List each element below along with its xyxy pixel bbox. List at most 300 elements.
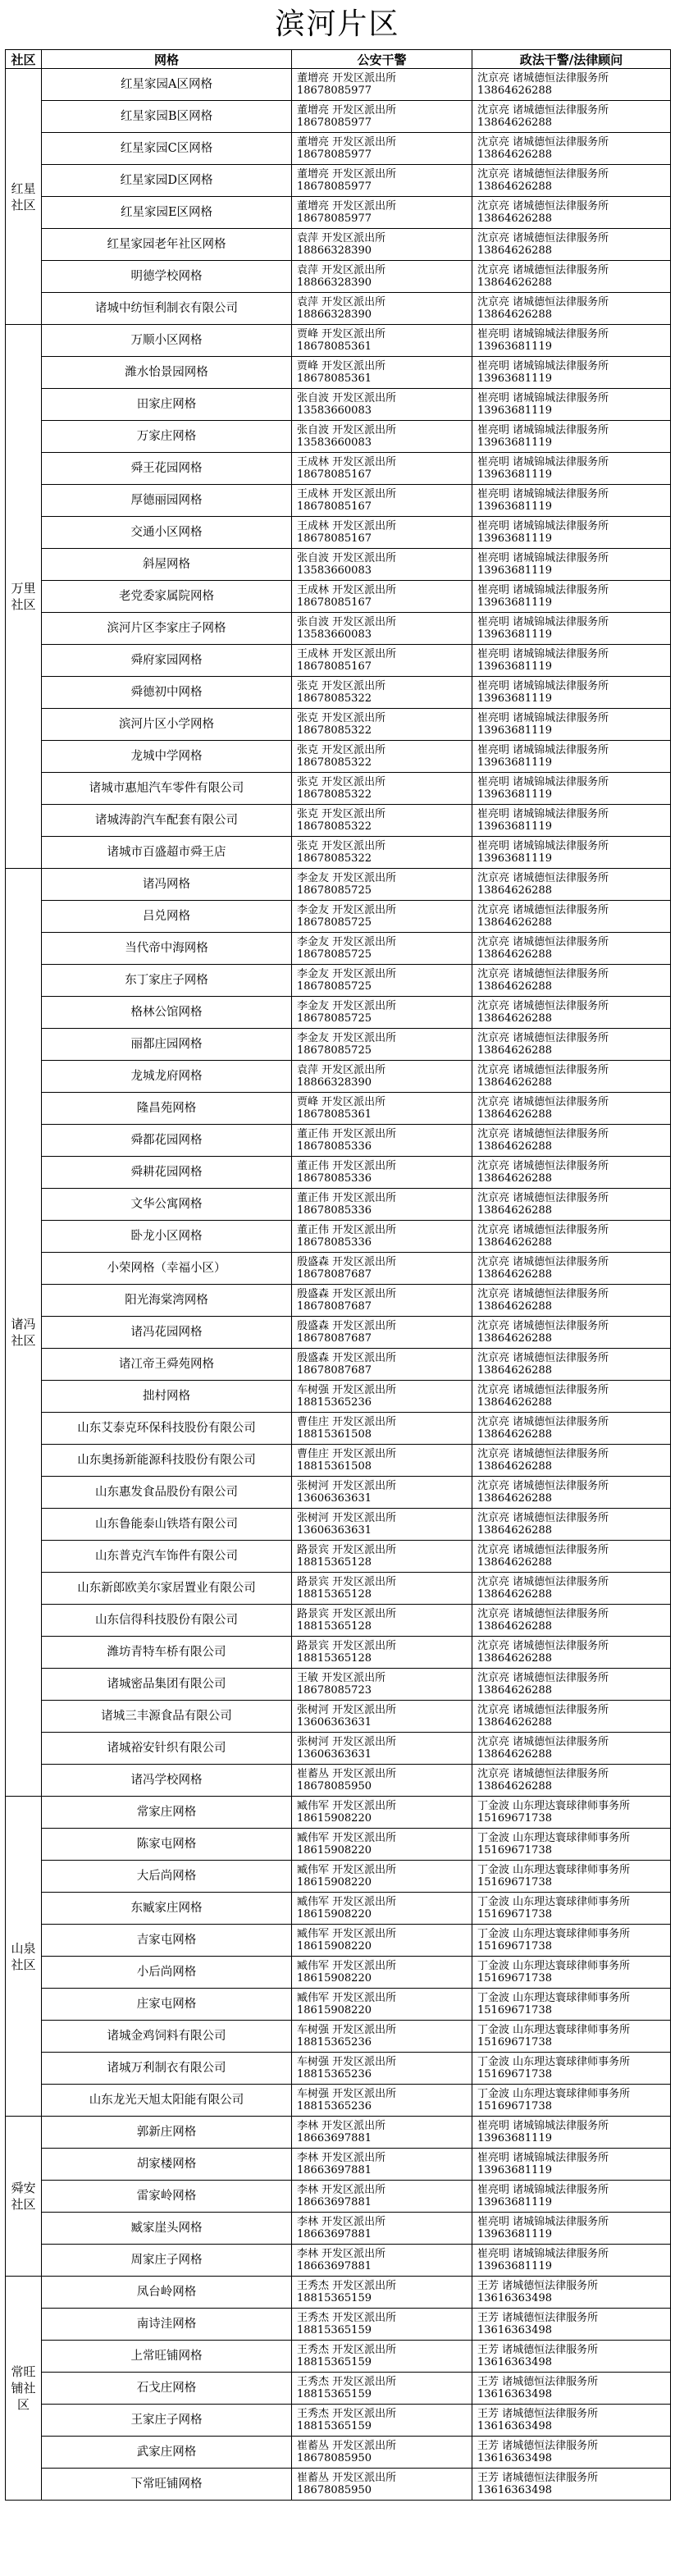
- police-line: [297, 1992, 472, 2004]
- legal-phone: 15169671738: [477, 2068, 552, 2080]
- legal-unit: 诸城德恒法律服务所: [513, 1576, 609, 1588]
- legal-name: 王芳: [477, 2280, 499, 2292]
- legal-cell: [472, 741, 671, 773]
- legal-cell: [472, 1157, 671, 1189]
- grid-cell: 吉家屯网格: [42, 1925, 292, 1957]
- police-unit: 开发区派出所: [332, 1544, 397, 1556]
- legal-name: 崔亮明: [477, 2248, 510, 2260]
- table-row: [6, 1253, 671, 1285]
- police-cell: [292, 2405, 472, 2437]
- police-phone: 18678085950: [297, 2452, 372, 2464]
- police-line: [297, 1096, 472, 1108]
- table-row: [6, 2149, 671, 2181]
- grid-cell: 诸城市惠旭汽车零件有限公司: [42, 773, 292, 805]
- police-name: 臧伟军: [297, 1896, 330, 1908]
- legal-cell: [472, 453, 671, 485]
- legal-unit: 诸城德恒法律服务所: [513, 1544, 609, 1556]
- police-name: 袁萍: [297, 296, 319, 308]
- police-name: 张树河: [297, 1512, 330, 1524]
- police-cell: [292, 997, 472, 1029]
- legal-cell: [472, 197, 671, 229]
- legal-phone: 13963681119: [477, 404, 552, 417]
- police-phone: 18678085361: [297, 1108, 372, 1121]
- table-row: [6, 1733, 671, 1765]
- legal-phone: 13963681119: [477, 628, 552, 641]
- police-phone: 18815365159: [297, 2356, 372, 2368]
- legal-cell: [472, 1093, 671, 1125]
- police-line: [297, 1448, 472, 1460]
- legal-phone: 13963681119: [477, 692, 552, 705]
- police-unit: 开发区派出所: [332, 1192, 397, 1204]
- legal-line: [477, 1800, 670, 1812]
- police-unit: 开发区派出所: [332, 1992, 397, 2004]
- police-name: 张自波: [297, 392, 330, 404]
- legal-unit: 诸城德恒法律服务所: [513, 1032, 609, 1044]
- police-name: 臧伟军: [297, 1800, 330, 1812]
- legal-name: 崔亮明: [477, 488, 510, 500]
- table-row: [6, 485, 671, 517]
- legal-name: 沈京亮: [477, 104, 510, 116]
- table-row: [6, 1509, 671, 1541]
- legal-cell: [472, 933, 671, 965]
- police-cell: [292, 1701, 472, 1733]
- legal-line: [477, 616, 670, 628]
- legal-unit: 诸城德恒法律服务所: [513, 264, 609, 276]
- police-name: 车树强: [297, 2024, 330, 2036]
- legal-phone: 13963681119: [477, 820, 552, 833]
- legal-unit: 诸城锦城法律服务所: [513, 520, 609, 532]
- legal-name: 沈京亮: [477, 1736, 510, 1748]
- legal-cell: [472, 1829, 671, 1861]
- table-row: [6, 1605, 671, 1637]
- police-line: [297, 1160, 472, 1172]
- legal-unit: 诸城德恒法律服务所: [513, 1256, 609, 1268]
- grid-cell: 潍坊青特车桥有限公司: [42, 1637, 292, 1669]
- police-cell: [292, 965, 472, 997]
- legal-name: 崔亮明: [477, 2184, 510, 2196]
- police-unit: 开发区派出所: [322, 808, 386, 820]
- police-line: [297, 1864, 472, 1876]
- police-cell: [292, 2245, 472, 2277]
- legal-phone: 13963681119: [477, 468, 552, 481]
- police-cell: [292, 645, 472, 677]
- table-row: [6, 2085, 671, 2117]
- police-cell: [292, 261, 472, 293]
- legal-cell: [472, 1701, 671, 1733]
- police-name: 袁萍: [297, 232, 319, 244]
- police-unit: 开发区派出所: [332, 904, 397, 916]
- police-cell: [292, 1861, 472, 1893]
- table-row: [6, 2309, 671, 2341]
- police-unit: 开发区派出所: [332, 1704, 397, 1716]
- legal-name: 崔亮明: [477, 680, 510, 692]
- police-unit: 开发区派出所: [322, 744, 386, 756]
- legal-phone: 13963681119: [477, 564, 552, 577]
- police-cell: [292, 1413, 472, 1445]
- legal-line: [477, 1832, 670, 1844]
- police-line: [297, 2248, 472, 2260]
- police-name: 车树强: [297, 1384, 330, 1396]
- police-unit: 开发区派出所: [332, 1448, 397, 1460]
- police-line: [297, 168, 472, 180]
- legal-line: [477, 1480, 670, 1492]
- legal-line: [477, 680, 670, 692]
- legal-phone: 13963681119: [477, 532, 552, 545]
- grid-cell: 当代帝中海网格: [42, 933, 292, 965]
- legal-phone: 13864626288: [477, 1268, 552, 1281]
- legal-cell: [472, 1861, 671, 1893]
- police-cell: [292, 2309, 472, 2341]
- police-phone: 18815365236: [297, 2100, 372, 2112]
- police-phone: 13583660083: [297, 404, 372, 417]
- legal-cell: [472, 165, 671, 197]
- police-line: [297, 520, 472, 532]
- legal-line: [477, 2216, 670, 2228]
- police-line: [297, 1768, 472, 1780]
- police-unit: 开发区派出所: [322, 264, 386, 276]
- legal-cell: [472, 581, 671, 613]
- legal-phone: 13616363498: [477, 2452, 552, 2464]
- grid-cell: 明德学校网格: [42, 261, 292, 293]
- legal-unit: 诸城锦城法律服务所: [513, 2184, 609, 2196]
- legal-phone: 13963681119: [477, 724, 552, 737]
- legal-unit: 诸城德恒法律服务所: [513, 968, 609, 980]
- legal-line: [477, 2472, 670, 2484]
- grid-cell: 王家庄子网格: [42, 2405, 292, 2437]
- police-cell: [292, 1221, 472, 1253]
- legal-name: 沈京亮: [477, 264, 510, 276]
- legal-cell: [472, 549, 671, 581]
- police-unit: 开发区派出所: [322, 296, 386, 308]
- legal-phone: 15169671738: [477, 1844, 552, 1857]
- police-unit: 开发区派出所: [322, 360, 386, 372]
- police-name: 臧伟军: [297, 1992, 330, 2004]
- police-cell: [292, 2085, 472, 2117]
- legal-cell: [472, 677, 671, 709]
- legal-cell: [472, 1221, 671, 1253]
- legal-name: 沈京亮: [477, 1288, 510, 1300]
- legal-name: 沈京亮: [477, 1320, 510, 1332]
- police-unit: 开发区派出所: [332, 1288, 397, 1300]
- police-line: [297, 904, 472, 916]
- legal-unit: 山东理达寰球律师事务所: [513, 1928, 631, 1940]
- grid-cell: 诸冯花园网格: [42, 1317, 292, 1349]
- legal-cell: [472, 645, 671, 677]
- police-cell: [292, 101, 472, 133]
- table-row: [6, 2053, 671, 2085]
- police-phone: 18678085723: [297, 1684, 372, 1697]
- table-row: [6, 2469, 671, 2501]
- police-cell: [292, 1637, 472, 1669]
- police-name: 王成林: [297, 648, 330, 660]
- table-row: [6, 901, 671, 933]
- police-line: [297, 488, 472, 500]
- table-row: [6, 293, 671, 325]
- legal-phone: 13864626288: [477, 1300, 552, 1313]
- legal-line: [477, 584, 670, 596]
- table-row: [6, 1093, 671, 1125]
- table-row: [6, 1573, 671, 1605]
- page-title: 滨河片区: [275, 7, 400, 41]
- police-name: 王成林: [297, 584, 330, 596]
- legal-line: [477, 1000, 670, 1012]
- police-cell: [292, 2341, 472, 2373]
- legal-phone: 13864626288: [477, 1364, 552, 1377]
- grid-cell: 小荣网格（幸福小区）: [42, 1253, 292, 1285]
- grid-cell: 周家庄子网格: [42, 2245, 292, 2277]
- table-row: [6, 677, 671, 709]
- table-row: [6, 709, 671, 741]
- table-row: [6, 1381, 671, 1413]
- legal-line: [477, 1096, 670, 1108]
- police-name: 臧伟军: [297, 1960, 330, 1972]
- police-phone: 18678085167: [297, 468, 372, 481]
- police-line: [297, 1384, 472, 1396]
- legal-unit: 诸城锦城法律服务所: [513, 2120, 609, 2132]
- legal-name: 丁金波: [477, 1832, 510, 1844]
- legal-unit: 诸城德恒法律服务所: [513, 1512, 609, 1524]
- police-name: 张克: [297, 840, 319, 852]
- legal-line: [477, 552, 670, 564]
- police-unit: 开发区派出所: [322, 712, 386, 724]
- police-line: [297, 136, 472, 148]
- police-cell: [292, 1765, 472, 1797]
- police-name: 车树强: [297, 2088, 330, 2100]
- grid-cell: 滨河片区小学网格: [42, 709, 292, 741]
- police-phone: 18663697881: [297, 2132, 372, 2144]
- legal-name: 沈京亮: [477, 872, 510, 884]
- grid-cell: 石戈庄网格: [42, 2373, 292, 2405]
- police-name: 张树河: [297, 1480, 330, 1492]
- police-unit: 开发区派出所: [332, 392, 397, 404]
- table-row: [6, 101, 671, 133]
- grid-cell: 舜耕花园网格: [42, 1157, 292, 1189]
- police-phone: 18678085950: [297, 1780, 372, 1793]
- legal-line: [477, 1064, 670, 1076]
- table-row: [6, 1541, 671, 1573]
- legal-name: 沈京亮: [477, 1704, 510, 1716]
- legal-line: [477, 1896, 670, 1908]
- legal-phone: 13864626288: [477, 1652, 552, 1665]
- legal-phone: 15169671738: [477, 1908, 552, 1921]
- police-name: 董正伟: [297, 1224, 330, 1236]
- legal-line: [477, 136, 670, 148]
- police-cell: [292, 1189, 472, 1221]
- police-unit: 开发区派出所: [332, 1928, 397, 1940]
- grid-cell: 红星家园D区网格: [42, 165, 292, 197]
- legal-name: 崔亮明: [477, 360, 510, 372]
- legal-unit: 诸城德恒法律服务所: [513, 136, 609, 148]
- legal-unit: 山东理达寰球律师事务所: [513, 1864, 631, 1876]
- grid-cell: 诸城三丰源食品有限公司: [42, 1701, 292, 1733]
- police-phone: 18678087687: [297, 1300, 372, 1313]
- police-cell: [292, 1349, 472, 1381]
- table-row: [6, 389, 671, 421]
- legal-phone: 13963681119: [477, 2132, 552, 2144]
- police-line: [297, 1480, 472, 1492]
- police-cell: [292, 1893, 472, 1925]
- legal-unit: 山东理达寰球律师事务所: [513, 1896, 631, 1908]
- police-unit: 开发区派出所: [332, 1608, 397, 1620]
- legal-unit: 山东理达寰球律师事务所: [513, 1800, 631, 1812]
- legal-cell: [472, 2469, 671, 2501]
- legal-unit: 诸城德恒法律服务所: [502, 2376, 599, 2388]
- legal-unit: 诸城德恒法律服务所: [513, 1736, 609, 1748]
- legal-line: [477, 1192, 670, 1204]
- legal-phone: 15169671738: [477, 2036, 552, 2048]
- grid-cell: 交通小区网格: [42, 517, 292, 549]
- table-row: [6, 1637, 671, 1669]
- table-row: [6, 261, 671, 293]
- police-name: 张克: [297, 808, 319, 820]
- legal-cell: [472, 357, 671, 389]
- legal-name: 沈京亮: [477, 1512, 510, 1524]
- police-unit: 开发区派出所: [332, 168, 397, 180]
- police-unit: 开发区派出所: [332, 552, 397, 564]
- police-unit: 开发区派出所: [332, 2408, 397, 2420]
- legal-name: 沈京亮: [477, 936, 510, 948]
- legal-unit: 诸城德恒法律服务所: [513, 1608, 609, 1620]
- legal-name: 崔亮明: [477, 2120, 510, 2132]
- legal-name: 崔亮明: [477, 456, 510, 468]
- legal-phone: 13864626288: [477, 1524, 552, 1537]
- legal-line: [477, 1416, 670, 1428]
- police-phone: 13606363631: [297, 1492, 372, 1505]
- police-cell: [292, 421, 472, 453]
- police-name: 王成林: [297, 520, 330, 532]
- legal-line: [477, 2440, 670, 2452]
- table-row: [6, 1957, 671, 1989]
- legal-name: 王芳: [477, 2472, 499, 2484]
- police-phone: 18815365128: [297, 1556, 372, 1569]
- police-unit: 开发区派出所: [332, 2376, 397, 2388]
- police-line: [297, 936, 472, 948]
- table-row: [6, 1061, 671, 1093]
- police-line: [297, 360, 472, 372]
- police-line: [297, 872, 472, 884]
- police-phone: 18866328390: [297, 308, 372, 321]
- legal-phone: 13963681119: [477, 340, 552, 353]
- legal-unit: 诸城德恒法律服务所: [502, 2344, 599, 2356]
- legal-line: [477, 776, 670, 788]
- table-row: [6, 2245, 671, 2277]
- police-name: 张树河: [297, 1704, 330, 1716]
- legal-unit: 诸城德恒法律服务所: [513, 1704, 609, 1716]
- legal-name: 沈京亮: [477, 72, 510, 84]
- legal-line: [477, 648, 670, 660]
- police-phone: 18615908220: [297, 2004, 372, 2016]
- grid-cell: 武家庄网格: [42, 2437, 292, 2469]
- legal-phone: 13864626288: [477, 1428, 552, 1441]
- legal-phone: 15169671738: [477, 1940, 552, 1953]
- police-phone: 18678085361: [297, 340, 372, 353]
- police-phone: 18678085336: [297, 1172, 372, 1185]
- police-phone: 18678085977: [297, 148, 372, 161]
- police-unit: 开发区派出所: [332, 456, 397, 468]
- police-phone: 13606363631: [297, 1748, 372, 1761]
- police-phone: 18678085167: [297, 500, 372, 513]
- legal-line: [477, 2408, 670, 2420]
- grid-cell: 诸城涛韵汽车配套有限公司: [42, 805, 292, 837]
- legal-line: [477, 200, 670, 212]
- police-unit: 开发区派出所: [322, 1064, 386, 1076]
- legal-unit: 诸城德恒法律服务所: [513, 296, 609, 308]
- police-line: [297, 2280, 472, 2292]
- police-name: 车树强: [297, 2056, 330, 2068]
- police-unit: 开发区派出所: [332, 1032, 397, 1044]
- police-name: 王秀杰: [297, 2408, 330, 2420]
- grid-cell: 格林公馆网格: [42, 997, 292, 1029]
- table-row: [6, 1829, 671, 1861]
- legal-line: [477, 2024, 670, 2036]
- police-phone: 18678085725: [297, 1044, 372, 1057]
- legal-line: [477, 2376, 670, 2388]
- grid-cell: 红星家园老年社区网格: [42, 229, 292, 261]
- police-line: [297, 584, 472, 596]
- legal-name: 沈京亮: [477, 1480, 510, 1492]
- legal-unit: 诸城德恒法律服务所: [513, 200, 609, 212]
- legal-phone: 13864626288: [477, 1588, 552, 1601]
- legal-cell: [472, 69, 671, 101]
- grid-cell: 红星家园B区网格: [42, 101, 292, 133]
- legal-unit: 诸城锦城法律服务所: [513, 808, 609, 820]
- police-unit: 开发区派出所: [332, 1640, 397, 1652]
- legal-unit: 诸城德恒法律服务所: [513, 1672, 609, 1684]
- police-unit: 开发区派出所: [322, 2120, 386, 2132]
- table-row: [6, 549, 671, 581]
- legal-line: [477, 1736, 670, 1748]
- police-name: 张克: [297, 776, 319, 788]
- table-row: [6, 1925, 671, 1957]
- legal-cell: [472, 2341, 671, 2373]
- police-cell: [292, 1733, 472, 1765]
- legal-name: 沈京亮: [477, 136, 510, 148]
- police-name: 袁萍: [297, 264, 319, 276]
- legal-name: 崔亮明: [477, 392, 510, 404]
- police-name: 张克: [297, 712, 319, 724]
- police-cell: [292, 1285, 472, 1317]
- police-cell: [292, 517, 472, 549]
- table-row: [6, 2405, 671, 2437]
- police-cell: [292, 293, 472, 325]
- legal-cell: [472, 2085, 671, 2117]
- police-unit: 开发区派出所: [332, 1736, 397, 1748]
- police-unit: 开发区派出所: [332, 2472, 397, 2484]
- table-row: [6, 741, 671, 773]
- legal-cell: [472, 2181, 671, 2213]
- table-row: [6, 2117, 671, 2149]
- police-cell: [292, 1093, 472, 1125]
- legal-phone: 13616363498: [477, 2388, 552, 2400]
- police-cell: [292, 69, 472, 101]
- police-name: 王秀杰: [297, 2376, 330, 2388]
- police-line: [297, 648, 472, 660]
- police-line: [297, 1608, 472, 1620]
- legal-line: [477, 840, 670, 852]
- legal-cell: [472, 229, 671, 261]
- police-name: 路景宾: [297, 1576, 330, 1588]
- police-unit: 开发区派出所: [332, 1768, 397, 1780]
- police-name: 张自波: [297, 616, 330, 628]
- legal-unit: 诸城锦城法律服务所: [513, 392, 609, 404]
- legal-name: 沈京亮: [477, 1128, 510, 1140]
- police-name: 董增亮: [297, 168, 330, 180]
- table-row: [6, 325, 671, 357]
- legal-phone: 13963681119: [477, 660, 552, 673]
- police-unit: 开发区派出所: [332, 1416, 397, 1428]
- police-name: 董增亮: [297, 136, 330, 148]
- police-cell: [292, 1573, 472, 1605]
